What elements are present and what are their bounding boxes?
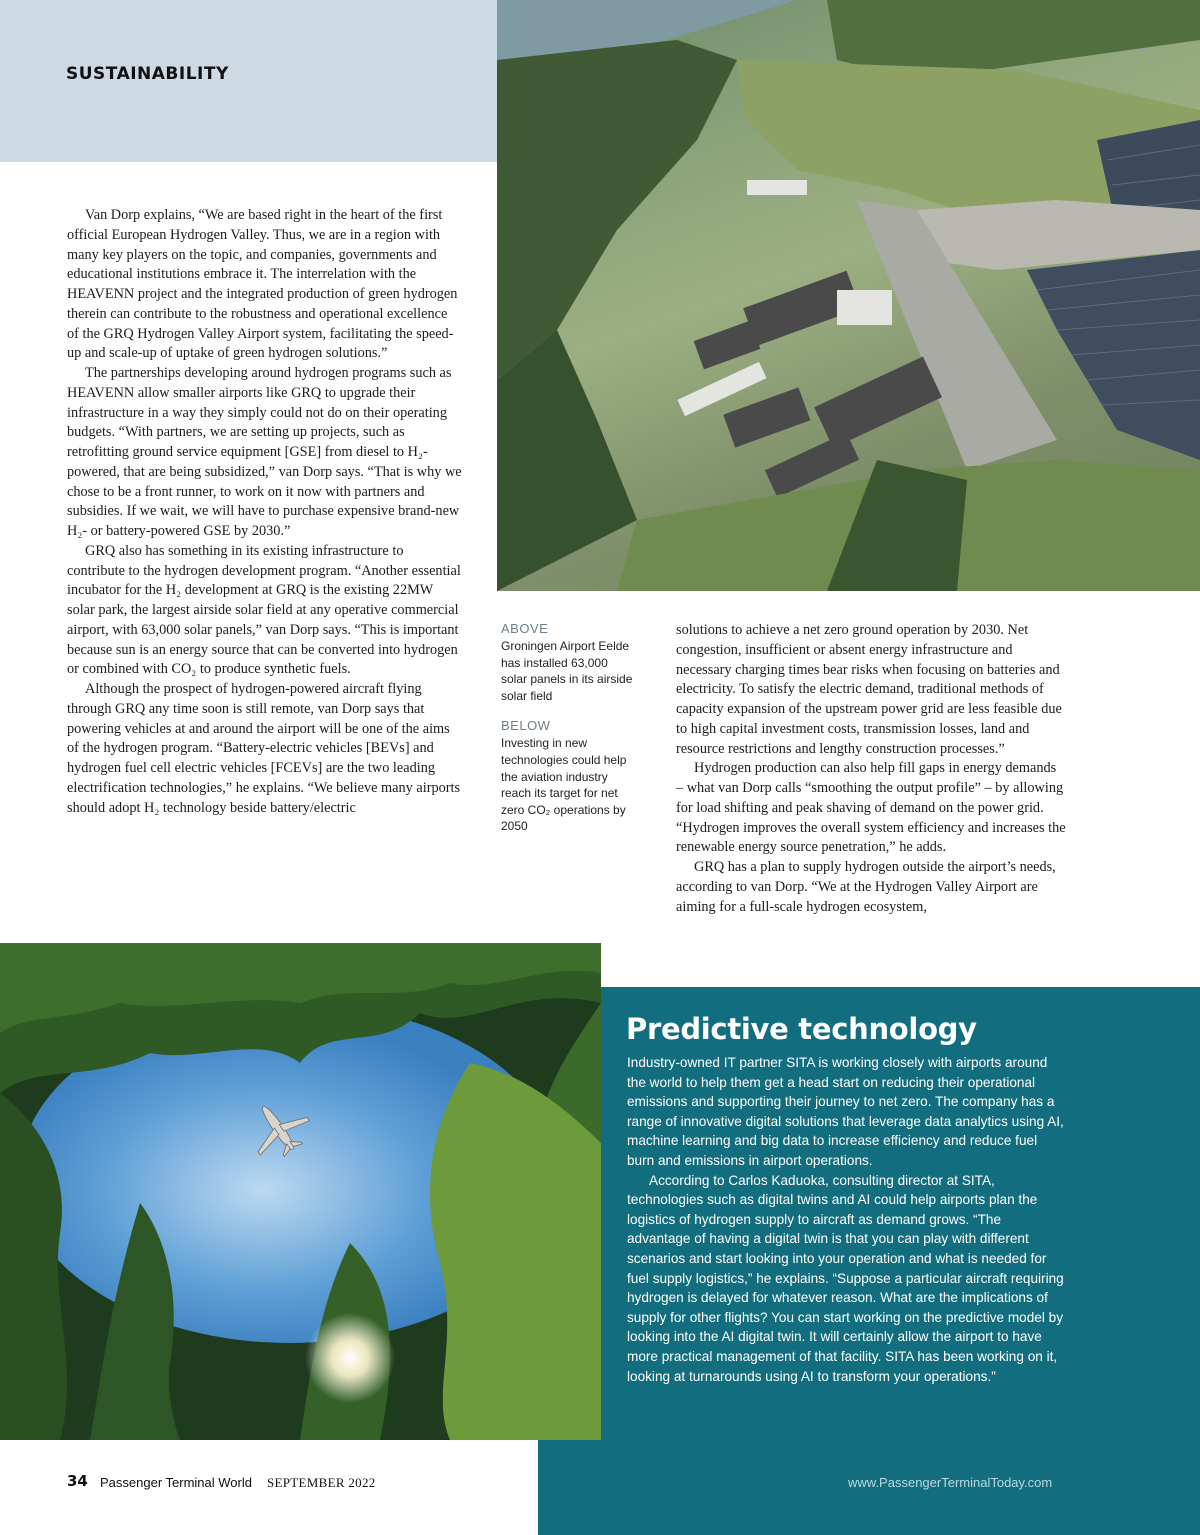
article-column-right [676,621,1066,917]
forest-airplane-photo [0,943,601,1440]
paragraph: Van Dorp explains, “We are based right in the heart of the first official European Hydrogen Valley. Thus, we are in a region with many key players on the topic, and companies, governments and educational institutions embrace it. The interrelation with the HEAVENN project and the integrated production of green hydrogen therein can contribute to the robustness and operational excellence of the GRQ Hydrogen Valley Airport system, facilitating the speed-up and scale-up of uptake of green hydrogen solutions.” [67,207,458,362]
caption-below-label: BELOW [501,718,551,734]
issue-date: SEPTEMBER 2022 [267,1475,376,1490]
paragraph: solutions to achieve a net zero ground operation by 2030. Net congestion, insufficient or absent energy infrastructure and necessary charging times bear risks when focusing on batteries and electricity. To satisfy the electric demand, traditional methods of capacity expansion of the upstream power grid are less feasible due to high capital investment costs, transmission losses, land and resource restrictions and lengthy construction processes.” [676,622,1062,757]
aerial-photo-illustration [497,0,1200,591]
paragraph: According to Carlos Kaduoka, consulting director at SITA, technologies such as digital twins and AI could help airports plan the logistics of hydrogen supply to aircraft as demand grows. “The advantage of having a digital twin is that you can play with different scenarios and start looking into your operation and what is needed for fuel supply logistics,” he explains. “Suppose a particular aircraft requiring hydrogen is delayed for whatever reason. What are the implications of supply for other flights? You can start working on the predictive model by looking into the AI digital twin. It will certainly allow the airport to have more practical management of that facility. SITA has been working on it, looking at turnarounds using AI to transform your operations.” [627,1172,1064,1384]
sidebar-body [627,1053,1067,1386]
paragraph: Industry-owned IT partner SITA is working closely with airports around the world to help them get a head start on reducing their operational emissions and supporting their journey to net zero. The company has a range of innovative digital solutions that leverage data analytics using AI, machine learning and big data to increase efficiency and reduce fuel burn and emissions in airport operations. [627,1055,1064,1168]
sidebar-title: Predictive technology [626,1012,977,1046]
caption-above-text: Groningen Airport Eelde has installed 63,000 solar panels in its airside solar field [501,639,633,703]
forest-photo-illustration [0,943,601,1440]
paragraph: Although the prospect of hydrogen-powered aircraft flying through GRQ any time soon is still remote, van Dorp says that powering vehicles at and around the airport will be one of the aims of the hydrogen program. “Battery-electric vehicles [BEVs] and hydrogen fuel cell electric vehicles [FCEVs] are the two leading electrification technologies,” he explains. “We believe many airports should adopt H₂ technology beside battery/electric [67,681,461,816]
paragraph: Hydrogen production can also help fill gaps in energy demands – what van Dorp calls “smoothing the output profile” – by allowing for load shifting and peak shaving of demand on the power grid. “Hydrogen improves the overall system efficiency and increases the renewable energy source penetration,” he adds. [676,760,1066,856]
paragraph: GRQ also has something in its existing infrastructure to contribute to the hydrogen development program. “Another essential incubator for the H₂ development at GRQ is the existing 22MW solar park, the largest airside solar field at any operative commercial airport, with 63,000 solar panels,” van Dorp says. “This is important because sun is an energy source that can be converted into hydrogen or combined with CO₂ to produce synthetic fuels. [67,542,461,678]
publication-name: Passenger Terminal World [100,1475,252,1490]
page-number: 34 [67,1472,88,1490]
paragraph: The partnerships developing around hydrogen programs such as HEAVENN allow smaller airports like GRQ to upgrade their infrastructure in a way they simply could not do on their operating budgets. “With partners, we are setting up projects, such as retrofitting ground service equipment [GSE] from diesel to H₂-powered, that are being subsidized,” van Dorp says. “That is why we chose to be a front runner, to work on it now with partners and subsidies. If we wait, we will have to purchase expensive brand-new H₂- or battery-powered GSE by 2030.” [67,365,462,539]
section-label: SUSTAINABILITY [66,64,229,84]
paragraph: GRQ has a plan to supply hydrogen outside the airport’s needs, according to van Dorp. “We at the Hydrogen Valley Airport are aiming for a full-scale hydrogen ecosystem, [676,859,1056,915]
website-link[interactable]: www.PassengerTerminalToday.com [848,1475,1053,1490]
caption-below-text: Investing in new technologies could help the aviation industry reach its target for net zero CO₂ operations by 2050 [501,736,627,834]
photo-captions [501,621,636,849]
aerial-airport-photo [497,0,1200,591]
caption-above-label: ABOVE [501,621,549,636]
article-column-left [67,206,462,818]
